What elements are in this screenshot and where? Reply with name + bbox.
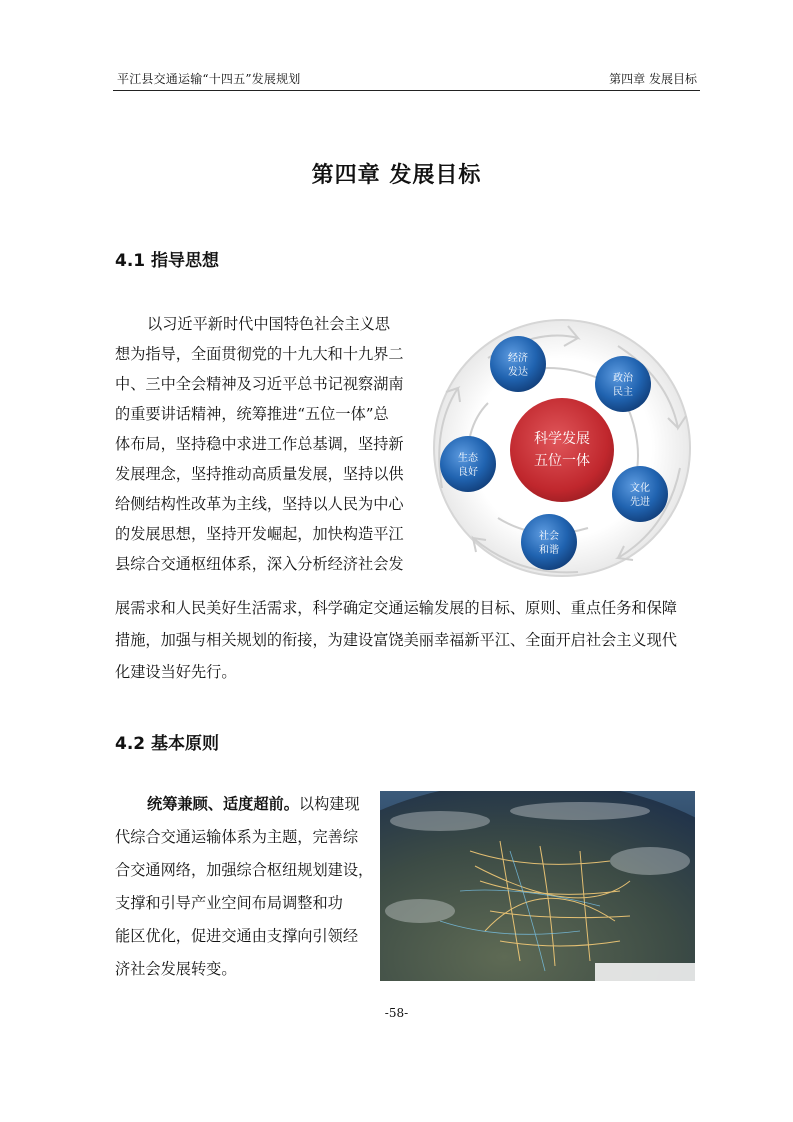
- node-label: 发达: [508, 367, 528, 378]
- paragraph-line: 以习近平新时代中国特色社会主义思: [147, 315, 390, 333]
- section-title-4-2: 4.2 基本原则: [115, 734, 220, 754]
- five-in-one-diagram: [428, 318, 696, 578]
- center-circle: [510, 398, 614, 502]
- node-label: 经济: [508, 353, 528, 364]
- paragraph-line: 的发展思想，坚持开发崛起，加快构造平江: [115, 525, 404, 543]
- node-economy: [490, 336, 546, 392]
- page-number: -58-: [384, 1006, 409, 1020]
- node-label: 文化: [630, 483, 650, 494]
- node-label: 民主: [613, 387, 633, 398]
- paragraph-line: 代综合交通运输体系为主题，完善综: [115, 828, 358, 846]
- running-header-title: 平江县交通运输“十四五”发展规划: [117, 72, 301, 86]
- paragraph-line: [147, 794, 360, 814]
- node-label: 先进: [630, 497, 650, 508]
- paragraph-line: 体布局，坚持稳中求进工作总基调，坚持新: [115, 435, 404, 453]
- paragraph-line: 中、三中全会精神及习近平总书记视察湖南: [115, 375, 404, 393]
- paragraph-line: 的重要讲话精神，统筹推进“五位一体”总: [115, 405, 389, 423]
- paragraph-line: 发展理念，坚持推动高质量发展，坚持以供: [115, 465, 404, 483]
- paragraph-line: 想为指导，全面贯彻党的十九大和十九界二: [115, 345, 404, 363]
- principle-heading: 统筹兼顾、适度超前。: [147, 795, 299, 813]
- paragraph-line: 能区优化，促进交通由支撑向引领经: [115, 927, 358, 945]
- node-society: [521, 514, 577, 570]
- paragraph-line: 济社会发展转变。: [115, 960, 237, 978]
- node-label: 和谐: [539, 545, 559, 556]
- paragraph-line: 措施，加强与相关规划的衔接，为建设富饶美丽幸福新平江、全面开启社会主义现代: [115, 631, 677, 649]
- running-header-chapter: 第四章 发展目标: [609, 72, 697, 86]
- principle-text: 以构建现: [298, 795, 360, 813]
- paragraph-line: 支撑和引导产业空间布局调整和功: [115, 894, 343, 912]
- header-divider: [113, 90, 700, 91]
- node-label: 良好: [458, 467, 478, 478]
- node-politics: [595, 356, 651, 412]
- transport-network-earth-image: [380, 791, 695, 981]
- node-label: 社会: [539, 531, 559, 542]
- center-label-line1: 科学发展: [534, 431, 590, 447]
- node-ecology: [440, 436, 496, 492]
- paragraph-line: 展需求和人民美好生活需求，科学确定交通运输发展的目标、原则、重点任务和保障: [115, 599, 677, 617]
- paragraph-line: 化建设当好先行。: [115, 663, 237, 681]
- center-label-line2: 五位一体: [534, 453, 590, 469]
- paragraph-line: 合交通网络，加强综合枢纽规划建设，: [115, 861, 374, 879]
- section-title-4-1: 4.1 指导思想: [115, 251, 220, 271]
- chapter-title: 第四章 发展目标: [311, 163, 482, 188]
- node-culture: [612, 466, 668, 522]
- paragraph-line: 给侧结构性改革为主线，坚持以人民为中心: [115, 495, 404, 513]
- node-label: 政治: [613, 373, 633, 384]
- paragraph-line: 县综合交通枢纽体系，深入分析经济社会发: [115, 555, 404, 573]
- node-label: 生态: [458, 453, 478, 464]
